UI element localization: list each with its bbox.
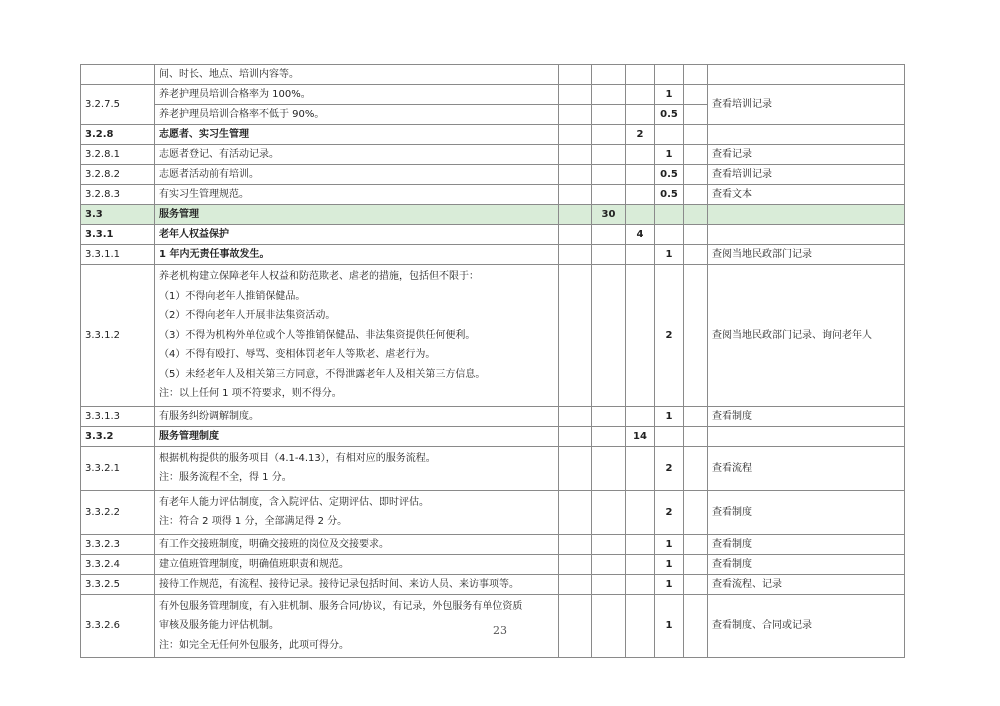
table-row [81,265,905,407]
item-code: 3.3.2.1 [81,446,155,490]
score-level3: 2 [655,265,684,407]
score-level3: 1 [655,85,684,105]
item-description: 接待工作规范，有流程、接待记录。接待记录包括时间、来访人员、来访事项等。 [155,574,559,594]
check-method [708,65,905,85]
item-code: 3.2.8.2 [81,165,155,185]
score-level3: 1 [655,145,684,165]
table-row [81,125,905,145]
score-level3: 1 [655,554,684,574]
item-description: 有外包服务管理制度，有入驻机制、服务合同/协议，有记录，外包服务有单位资质 审核及服务能力评估机制。 注：如完全无任何外包服务，此项可得分。 [155,594,559,658]
table-row [81,426,905,446]
check-method: 查看制度 [708,534,905,554]
item-code: 3.3.1.2 [81,265,155,407]
table-row [81,406,905,426]
item-code: 3.3.2.4 [81,554,155,574]
item-code: 3.3.1.3 [81,406,155,426]
item-description: 有老年人能力评估制度，含入院评估、定期评估、即时评估。 注：符合 2 项得 1 分，全部满足得 2 分。 [155,490,559,534]
check-method: 查看培训记录 [708,85,905,125]
item-description: 间、时长、地点、培训内容等。 [155,65,559,85]
check-method: 查看制度 [708,554,905,574]
score-level3: 1 [655,245,684,265]
item-code: 3.3.2.6 [81,594,155,658]
score-level2: 14 [626,426,655,446]
check-method: 查看制度、合同或记录 [708,594,905,658]
score-level3: 1 [655,574,684,594]
item-code [81,65,155,85]
item-description: 养老机构建立保障老年人权益和防范欺老、虐老的措施，包括但不限于： （1）不得向老年人推销保健品。 （2）不得向老年人开展非法集资活动。 （3）不得为机构外单位或个人等推销保健品、非法集资提供任何便利。 （4）不得有殴打、辱骂、变相体罚老年人等欺老、虐老行为。 （5）未经老年人及相关第三方同意，不得泄露老年人及相关第三方信息。 注：以上任何 1 项不符要求，则不得分。 [155,265,559,407]
item-description: 老年人权益保护 [155,225,559,245]
check-method: 查阅当地民政部门记录、询问老年人 [708,265,905,407]
score-level3: 2 [655,446,684,490]
score-level1: 30 [592,205,626,225]
score-level3: 0.5 [655,165,684,185]
table-row [81,145,905,165]
score-level3: 0.5 [655,185,684,205]
item-code: 3.3.2 [81,426,155,446]
table-row [81,490,905,534]
item-code: 3.3.2.5 [81,574,155,594]
item-description: 有实习生管理规范。 [155,185,559,205]
table-row [81,245,905,265]
item-description: 根据机构提供的服务项目（4.1-4.13），有相对应的服务流程。 注：服务流程不全，得 1 分。 [155,446,559,490]
item-code: 3.3.2.2 [81,490,155,534]
item-code: 3.3.1 [81,225,155,245]
check-method: 查看文本 [708,185,905,205]
table-row [81,574,905,594]
scoring-table [80,64,905,658]
item-description: 养老护理员培训合格率为 100%。 [155,85,559,105]
table-row [81,85,905,105]
check-method: 查阅当地民政部门记录 [708,245,905,265]
check-method: 查看制度 [708,490,905,534]
item-description: 1 年内无责任事故发生。 [155,245,559,265]
item-code: 3.3.2.3 [81,534,155,554]
item-code: 3.2.7.5 [81,85,155,125]
item-code: 3.2.8.3 [81,185,155,205]
section-row [81,205,905,225]
item-description: 志愿者登记、有活动记录。 [155,145,559,165]
item-description: 建立值班管理制度，明确值班职责和规范。 [155,554,559,574]
score-level3: 1 [655,594,684,658]
score-level3: 1 [655,534,684,554]
item-description: 志愿者活动前有培训。 [155,165,559,185]
score-level3: 1 [655,406,684,426]
table-row [81,554,905,574]
item-description: 有服务纠纷调解制度。 [155,406,559,426]
table-row [81,165,905,185]
score-level3: 0.5 [655,105,684,125]
item-description: 服务管理制度 [155,426,559,446]
check-method: 查看流程 [708,446,905,490]
item-code: 3.3 [81,205,155,225]
table-row [81,65,905,85]
check-method: 查看流程、记录 [708,574,905,594]
item-description: 志愿者、实习生管理 [155,125,559,145]
item-code: 3.2.8 [81,125,155,145]
score-level2: 2 [626,125,655,145]
item-description: 养老护理员培训合格率不低于 90%。 [155,105,559,125]
item-description: 服务管理 [155,205,559,225]
table-row [81,225,905,245]
score-level3: 2 [655,490,684,534]
check-method: 查看培训记录 [708,165,905,185]
item-code: 3.2.8.1 [81,145,155,165]
page-number: 23 [493,624,507,637]
table-row [81,534,905,554]
item-code: 3.3.1.1 [81,245,155,265]
table-row [81,446,905,490]
score-level2: 4 [626,225,655,245]
item-description: 有工作交接班制度，明确交接班的岗位及交接要求。 [155,534,559,554]
check-method: 查看制度 [708,406,905,426]
check-method: 查看记录 [708,145,905,165]
table-row [81,185,905,205]
